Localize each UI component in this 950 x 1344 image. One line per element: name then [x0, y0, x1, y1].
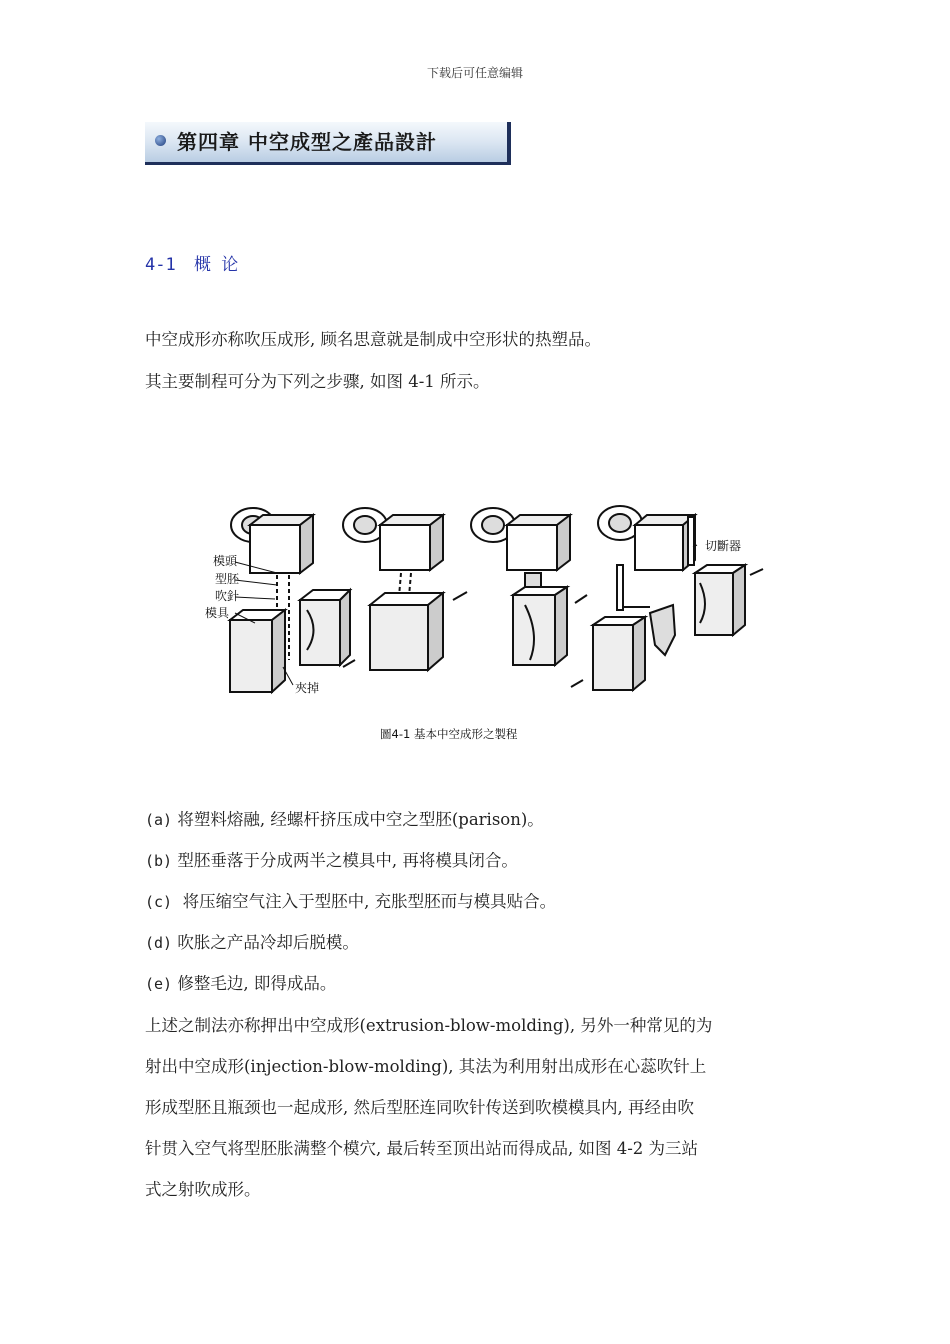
body-line: 射出中空成形(injection-blow-molding), 其法为利用射出成形在心蕊吹针上 — [145, 1057, 707, 1076]
header-note: 下载后可任意编辑 — [426, 66, 523, 80]
step-b — [145, 851, 518, 871]
label-blow-pin: 吹針 — [215, 589, 240, 603]
step-a — [145, 810, 544, 830]
label-pinch: 夾掉 — [295, 681, 320, 695]
stage-4-illustration — [571, 506, 763, 690]
step-marker: (b) — [145, 852, 173, 870]
intro-line-1: 中空成形亦称吹压成形, 顾名思意就是制成中空形状的热塑品。 — [145, 330, 601, 349]
step-marker: (e) — [145, 975, 173, 993]
step-text: 型胚垂落于分成两半之模具中, 再将模具闭合。 — [177, 851, 518, 870]
section-heading — [145, 250, 238, 275]
stage-1-illustration — [230, 508, 350, 692]
chapter-banner — [145, 118, 513, 168]
body-line: 上述之制法亦称押出中空成形(extrusion-blow-molding), 另外一种常见的为 — [145, 1016, 713, 1035]
section-title: 概 论 — [193, 255, 239, 275]
label-die-head: 模頭 — [213, 554, 238, 568]
step-marker: (d) — [145, 934, 173, 952]
step-text: 将塑料熔融, 经螺杆挤压成中空之型胚(parison)。 — [177, 810, 544, 829]
step-text: 吹胀之产品冷却后脱模。 — [177, 933, 359, 952]
section-number: 4-1 — [145, 255, 176, 275]
step-c — [145, 892, 556, 912]
bullet-dot-icon — [155, 135, 166, 146]
body-line: 针贯入空气将型胚胀满整个模穴, 最后转至顶出站而得成品, 如图 4-2 为三站 — [145, 1139, 699, 1158]
step-marker: (a) — [145, 811, 173, 829]
stage-2-illustration — [343, 508, 467, 670]
intro-line-2: 其主要制程可分为下列之步骤, 如图 4-1 所示。 — [145, 372, 490, 391]
step-d — [145, 933, 359, 953]
step-e — [145, 974, 336, 994]
body-line: 形成型胚且瓶颈也一起成形, 然后型胚连同吹针传送到吹模模具内, 再经由吹 — [145, 1098, 694, 1117]
blow-molding-process-figure — [195, 495, 765, 755]
label-parison: 型胚 — [215, 572, 240, 586]
chapter-title: 第四章 中空成型之產品設計 — [177, 130, 437, 154]
label-cutter: 切斷器 — [705, 539, 742, 553]
step-text: 修整毛边, 即得成品。 — [177, 974, 337, 993]
step-text: 将压缩空气注入于型胚中, 充胀型胚而与模具贴合。 — [177, 892, 557, 911]
stage-3-illustration — [471, 508, 587, 665]
figure-caption: 圖4-1 基本中空成形之製程 — [380, 727, 518, 741]
body-line: 式之射吹成形。 — [145, 1180, 261, 1199]
label-mold: 模具 — [205, 606, 230, 620]
step-marker: (c) — [145, 893, 173, 911]
